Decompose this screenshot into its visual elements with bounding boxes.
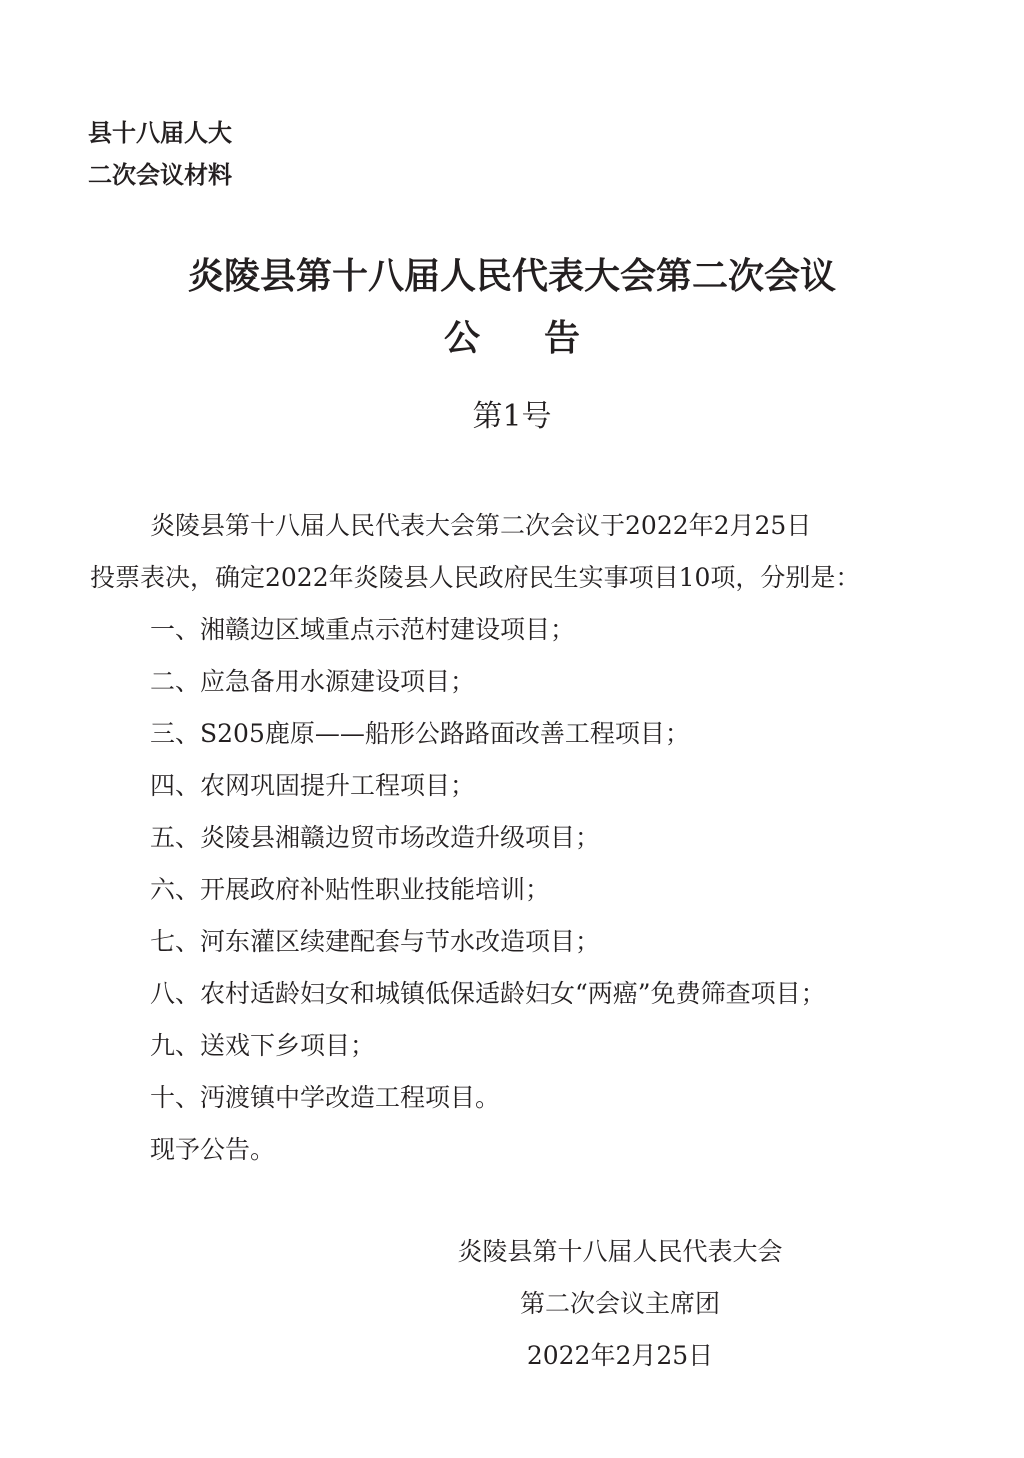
closing-text: 现予公告。 — [150, 1135, 276, 1164]
intro-line-1: 炎陵县第十八届人民代表大会第二次会议于2022年2月25日 — [150, 511, 812, 540]
list-item: 八、农村适龄妇女和城镇低保适龄妇女“两癌”免费筛查项目； — [150, 979, 826, 1008]
signature-date: 2022年2月25日 — [526, 1341, 714, 1370]
list-item: 四、农网巩固提升工程项目； — [150, 771, 476, 800]
list-item: 七、河东灌区续建配套与节水改造项目； — [150, 927, 601, 956]
signature-org: 炎陵县第十八届人民代表大会 — [457, 1237, 783, 1266]
signature-presidium: 第二次会议主席团 — [519, 1289, 720, 1318]
list-item: 一、湘赣边区域重点示范村建设项目； — [150, 615, 576, 644]
document-title: 炎陵县第十八届人民代表大会第二次会议 — [187, 255, 836, 297]
list-item: 三、S205鹿原——船形公路路面改善工程项目； — [150, 719, 690, 748]
document-subtitle: 公告 — [443, 317, 644, 359]
document-body — [90, 500, 938, 1176]
list-item: 十、沔渡镇中学改造工程项目。 — [150, 1083, 501, 1112]
document-number: 第1号 — [472, 399, 552, 434]
signature-block — [0, 1226, 1024, 1382]
marker-line-1: 县十八届人大 — [88, 119, 232, 147]
intro-line-2: 投票表决，确定2022年炎陵县人民政府民生实事项目10项，分别是： — [90, 563, 861, 592]
marker-line-2: 二次会议材料 — [88, 161, 232, 189]
list-item: 二、应急备用水源建设项目； — [150, 667, 476, 696]
list-item: 九、送戏下乡项目； — [150, 1031, 376, 1060]
document-marker — [88, 112, 232, 196]
list-item: 五、炎陵县湘赣边贸市场改造升级项目； — [150, 823, 601, 852]
list-item: 六、开展政府补贴性职业技能培训； — [150, 875, 551, 904]
